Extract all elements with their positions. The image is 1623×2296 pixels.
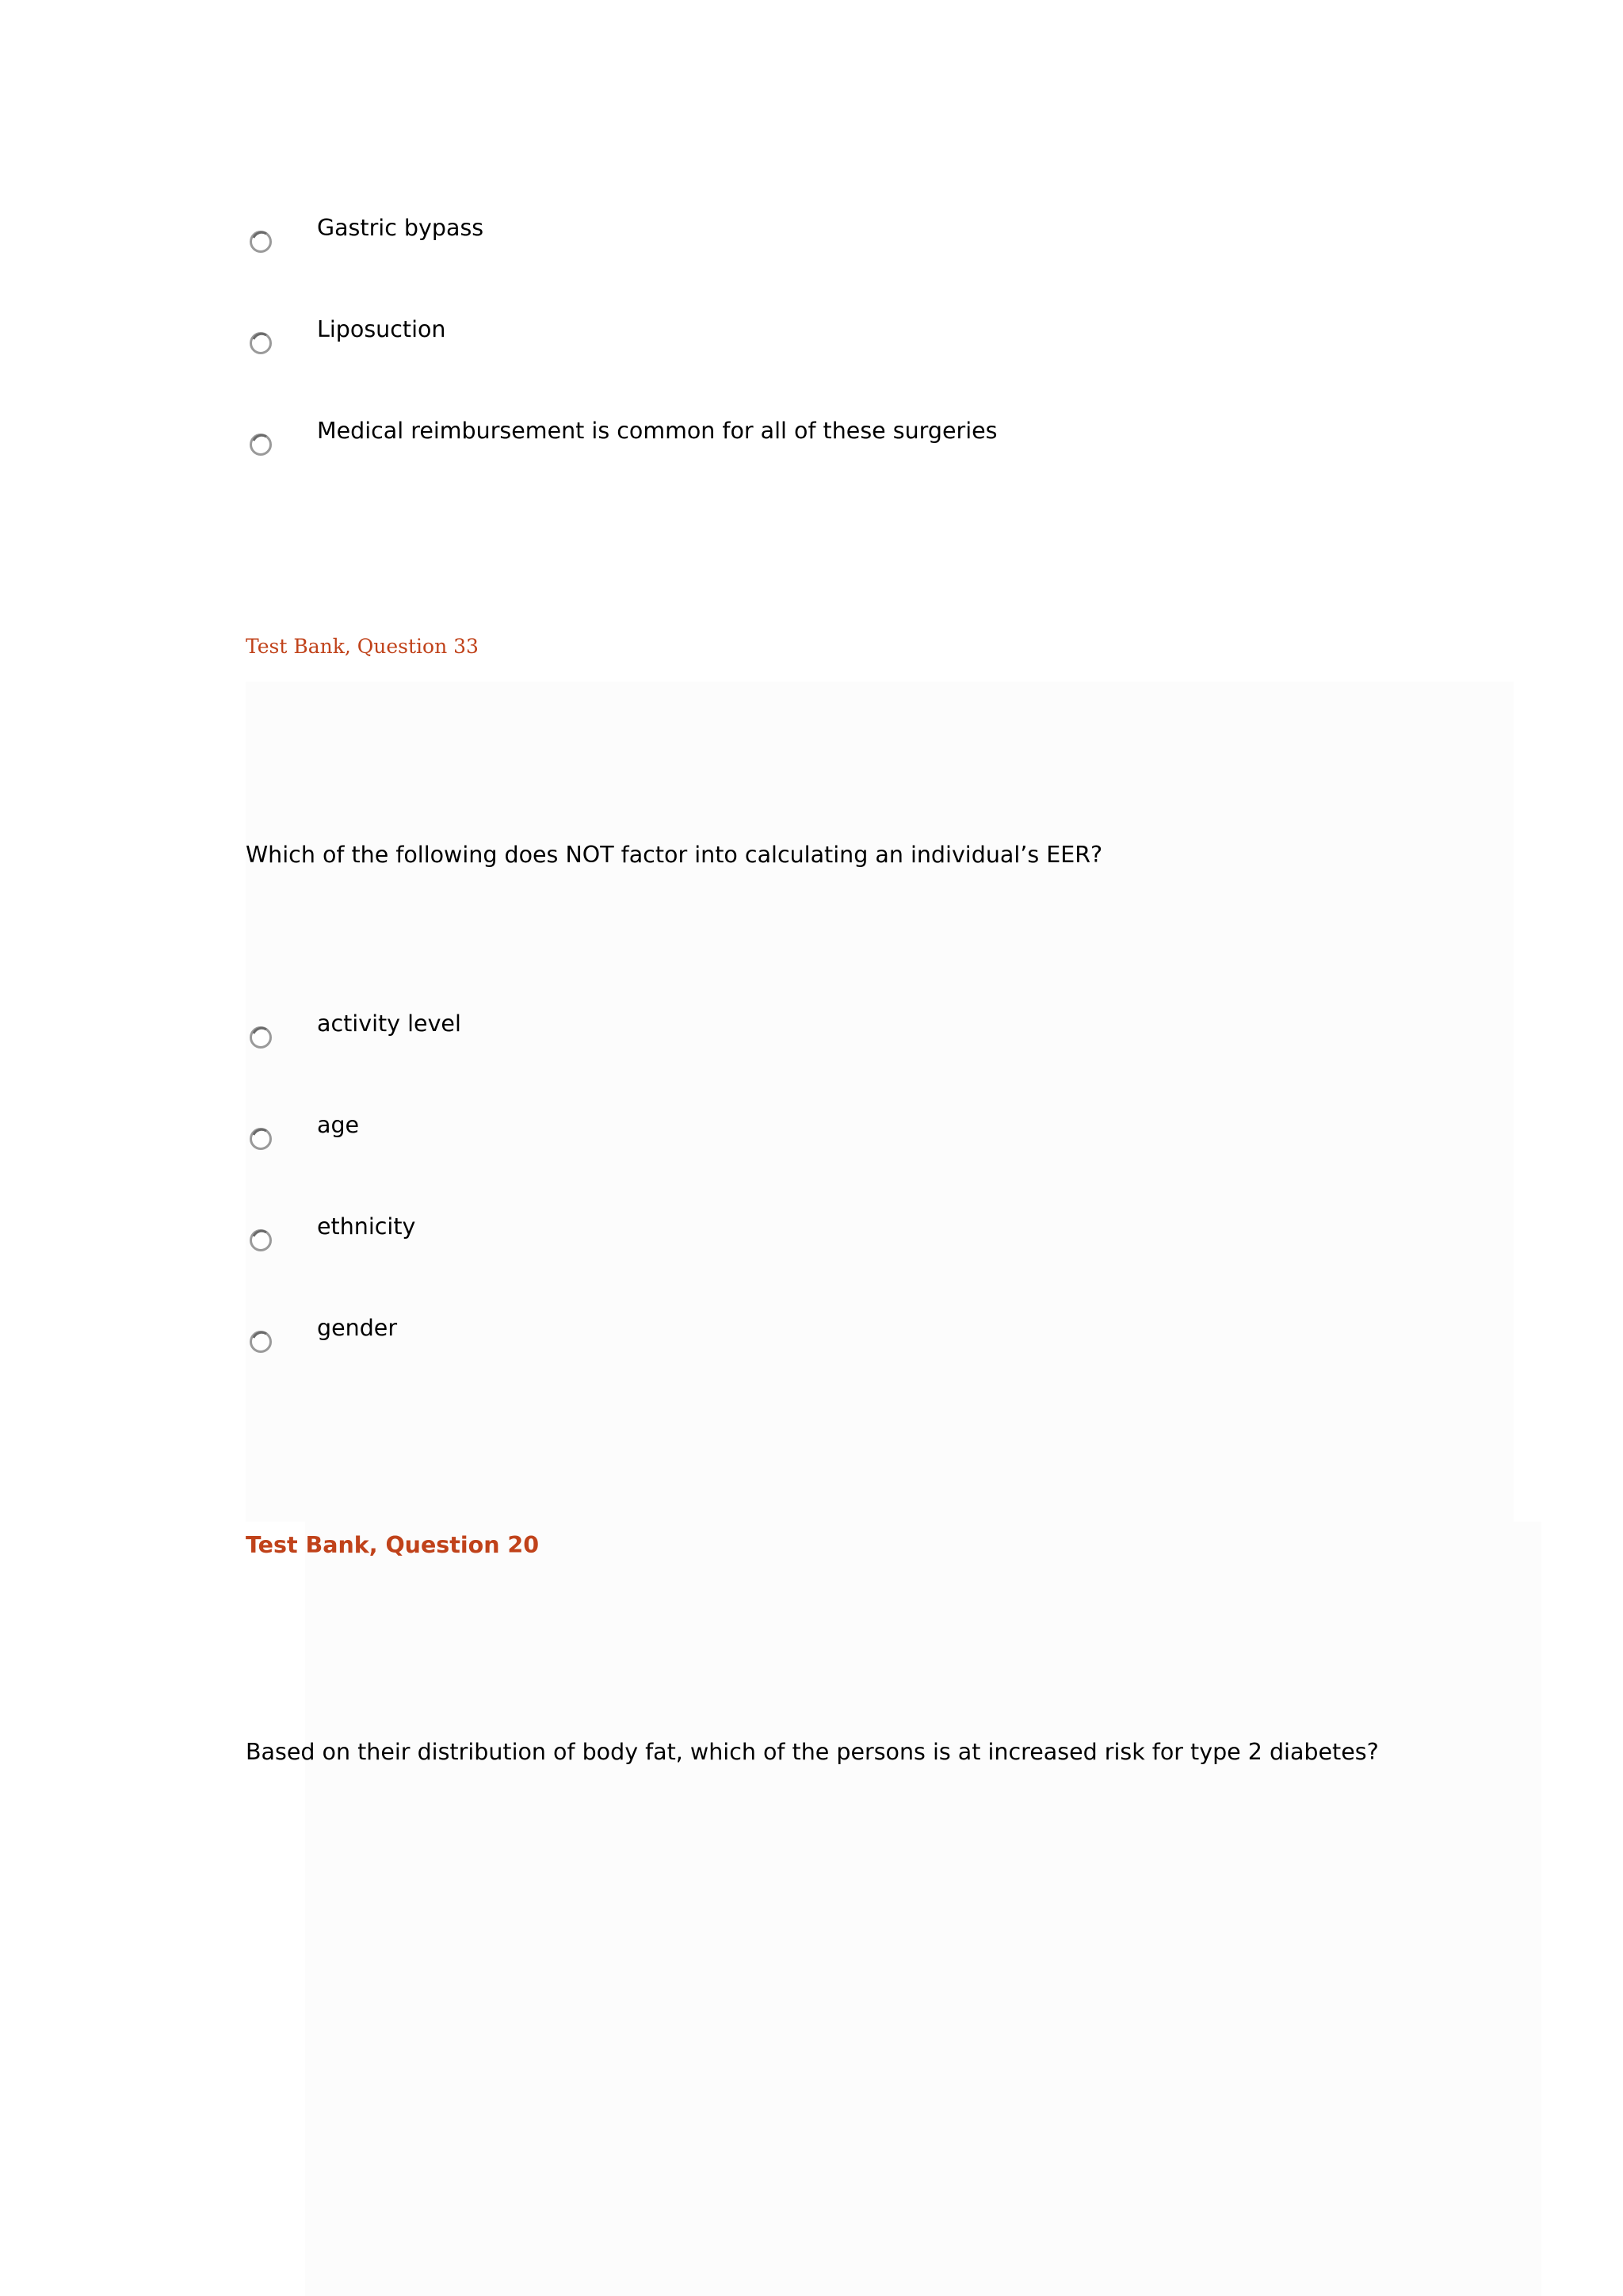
question-heading: Test Bank, Question 33 [246, 635, 479, 658]
question-heading: Test Bank, Question 20 [246, 1532, 540, 1558]
radio-button-unselected-icon[interactable] [249, 1330, 273, 1354]
answer-option[interactable] [246, 214, 1434, 262]
answer-option-label: Medical reimbursement is common for all of these surgeries [317, 418, 998, 444]
answer-option[interactable] [246, 417, 1434, 464]
radio-button-unselected-icon[interactable] [249, 1228, 273, 1252]
radio-button-unselected-icon[interactable] [249, 331, 273, 355]
answer-option[interactable] [246, 1010, 1434, 1057]
answer-option-label: ethnicity [317, 1213, 416, 1240]
question-33-background [246, 682, 1514, 1522]
answer-option[interactable] [246, 1111, 1434, 1159]
answer-option[interactable] [246, 315, 1434, 363]
answer-option[interactable] [246, 1314, 1434, 1362]
answer-option-label: gender [317, 1315, 398, 1341]
answer-option[interactable] [246, 1213, 1434, 1260]
answer-option-label: Gastric bypass [317, 215, 484, 241]
answer-option-label: activity level [317, 1010, 461, 1037]
radio-button-unselected-icon[interactable] [249, 230, 273, 254]
answer-option-label: age [317, 1112, 360, 1138]
radio-button-unselected-icon[interactable] [249, 1127, 273, 1151]
question-prompt: Which of the following does NOT factor into calculating an individual’s EER? [246, 842, 1103, 868]
radio-button-unselected-icon[interactable] [249, 433, 273, 457]
answer-option-label: Liposuction [317, 316, 446, 342]
radio-button-unselected-icon[interactable] [249, 1026, 273, 1049]
question-20-background [305, 1522, 1541, 2296]
question-prompt: Based on their distribution of body fat, which of the persons is at increased risk for type 2 diabetes? [246, 1739, 1379, 1765]
